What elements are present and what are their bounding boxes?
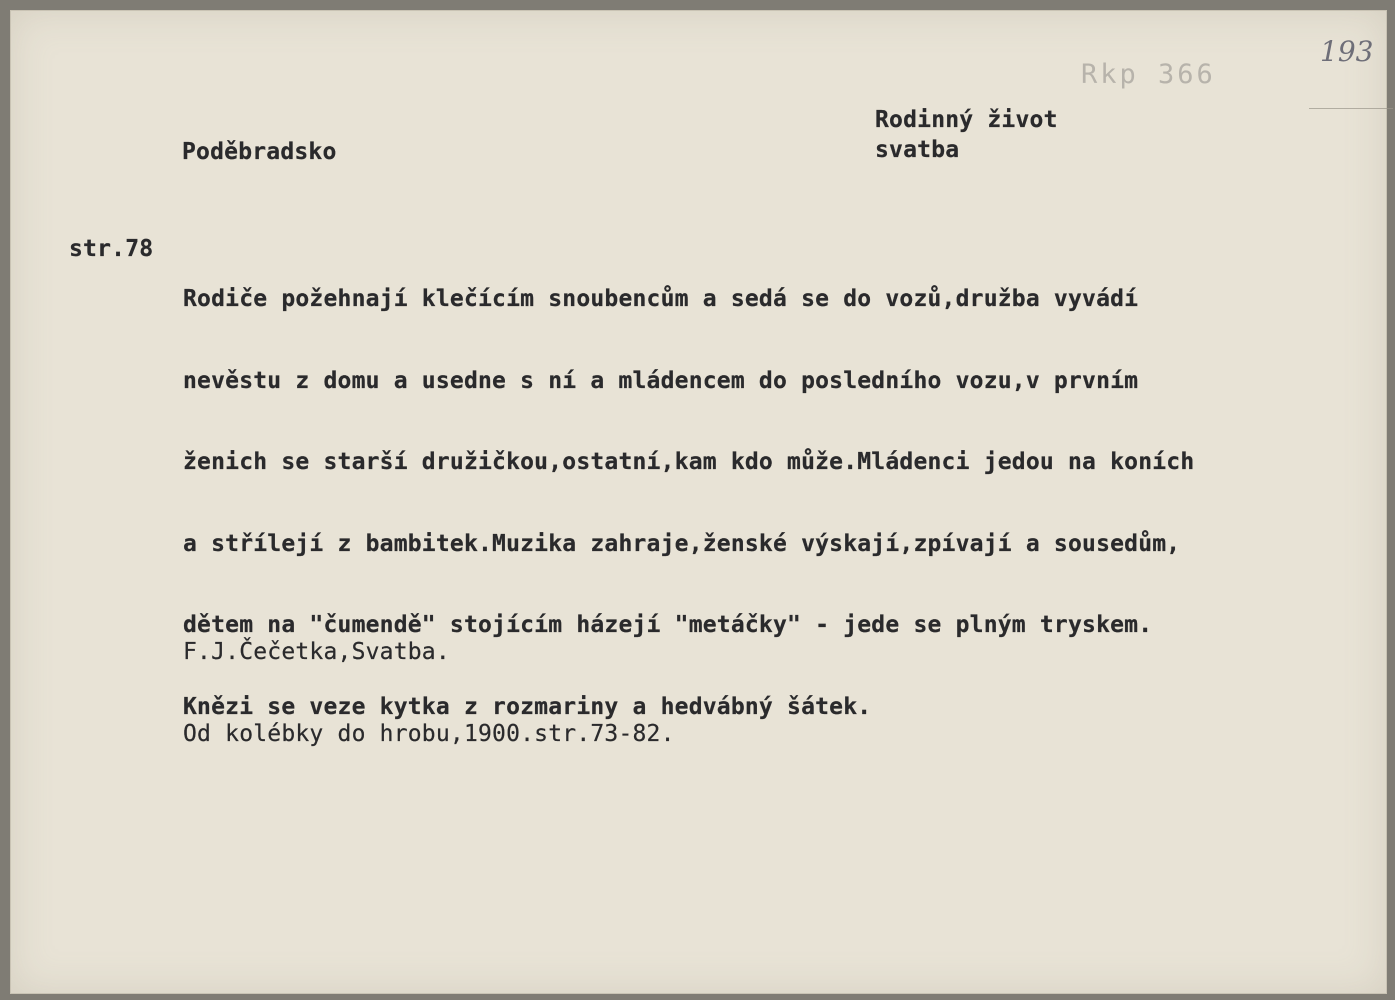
page-number: 193	[1320, 35, 1374, 68]
source-line: Od kolébky do hrobu,1900.str.73-82.	[183, 720, 675, 747]
entry-line: ženich se starší družičkou,ostatní,kam kdo může.Mládenci jedou na koních	[183, 449, 1195, 475]
entry-line: dětem na "čumendě" stojícím házejí "metáčky" - jede se plným tryskem.	[183, 612, 1153, 638]
archive-stamp: Rkp 366	[1081, 59, 1216, 90]
entry-line: a střílejí z bambitek.Muzika zahraje,ženské výskají,zpívají a sousedům,	[183, 530, 1181, 557]
index-card	[10, 10, 1387, 994]
entry-line: Rodiče požehnají klečícím snoubencům a sedá se do vozů,družba vyvádí	[183, 286, 1139, 312]
entry-line: Knězi se veze kytka z rozmariny a hedvábný šátek.	[183, 693, 872, 720]
pencil-underline	[1309, 108, 1393, 109]
source-line: F.J.Čečetka,Svatba.	[183, 639, 450, 665]
entry-line: nevěstu z domu a usedne s ní a mládencem do posledního vozu,v prvním	[183, 367, 1139, 394]
region-heading: Poděbradsko	[182, 139, 337, 165]
page-reference: str.78	[69, 236, 154, 262]
category-line-2: svatba	[875, 137, 960, 163]
source-citation	[183, 586, 675, 801]
category-line-1: Rodinný život	[875, 107, 1058, 133]
